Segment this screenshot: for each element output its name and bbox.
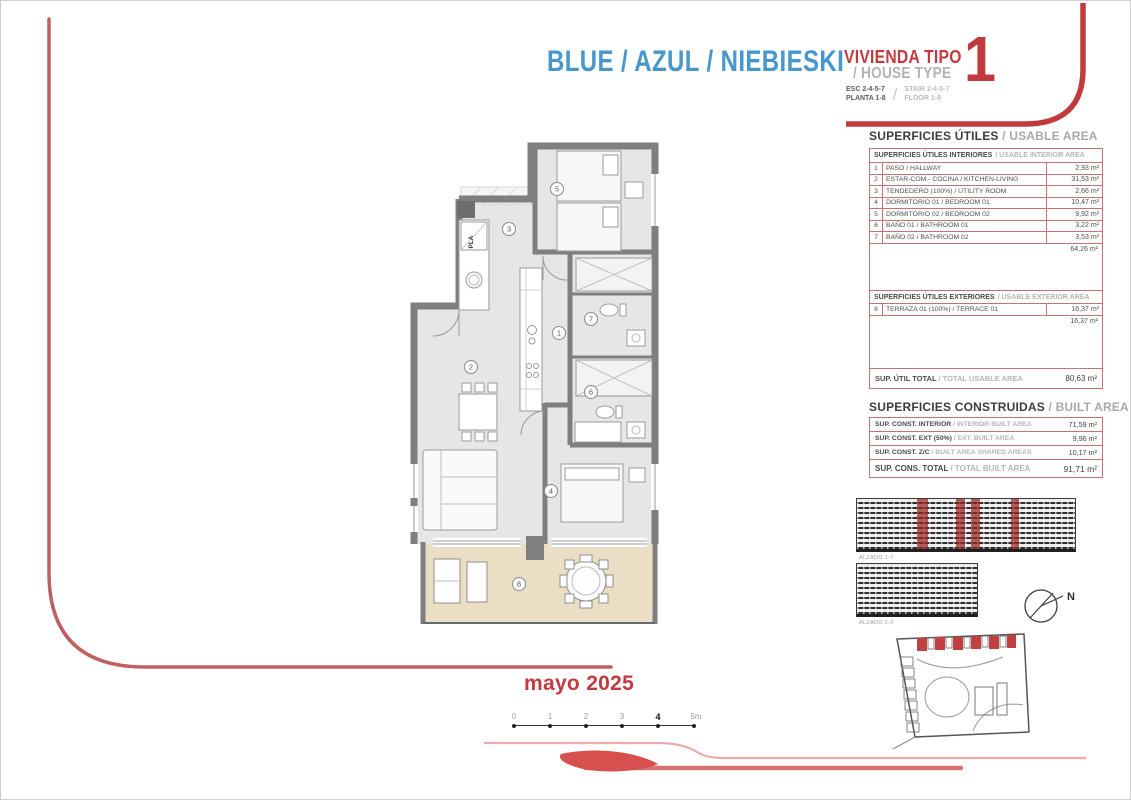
house-type-number: 1 <box>964 23 997 95</box>
building-elevation-2 <box>856 563 978 617</box>
elevation-2-label: ALZADO 2-2 <box>859 620 894 626</box>
built-total-row: SUP. CONS. TOTAL / TOTAL BUILT AREA 91,71 m² <box>869 459 1103 478</box>
usable-total-label-es: SUP. ÚTIL TOTAL <box>875 374 937 383</box>
north-arrow <box>1017 579 1085 629</box>
interior-header-es: SUPERFICIES ÚTILES INTERIORES <box>874 152 993 159</box>
divider-slash: / <box>892 85 898 104</box>
usable-area-title-es: SUPERFICIES ÚTILES <box>869 129 999 143</box>
interior-header <box>870 149 1102 163</box>
floor-plan <box>399 134 669 649</box>
table-row: SUP. CONST. EXT (50%) / EXT. BUILT AREA 9,96 m² <box>869 431 1103 446</box>
interior-subtotal: 64,26 m² <box>1070 246 1098 253</box>
scale-tick: 1 <box>547 712 553 721</box>
appliance-label: PLA <box>468 235 475 249</box>
built-area-title-es: SUPERFICIES CONSTRUIDAS <box>869 400 1045 414</box>
north-label: N <box>1067 591 1075 603</box>
svg-text:2: 2 <box>468 362 474 372</box>
floor-label: FLOOR 1-8 <box>904 94 941 102</box>
scale-tick: 3 <box>619 712 625 721</box>
usable-area-title-en: / USABLE AREA <box>1002 129 1098 143</box>
exterior-header-en: / USABLE EXTERIOR AREA <box>997 293 1090 301</box>
building-elevation-1 <box>856 498 1076 552</box>
scale-tick: 2 <box>583 712 589 721</box>
svg-text:5: 5 <box>554 184 560 194</box>
esc-planta <box>846 86 886 103</box>
scale-tick: 4 <box>655 712 661 722</box>
table-row: 3 TENDEDERO (100%) / UTILITY ROOM 2,66 m² <box>870 186 1102 198</box>
table-row: 8 TERRAZA 01 (100%) / TERRACE 01 16,37 m² <box>870 304 1102 316</box>
table-row: 4 DORMITORIO 01 / BEDROOM 01 10,47 m² <box>870 198 1102 210</box>
svg-text:6: 6 <box>588 387 594 397</box>
table-row: 7 BAÑO 02 / BATHROOM 02 3,53 m² <box>870 232 1102 244</box>
svg-text:4: 4 <box>548 486 554 496</box>
interior-header-en: / USABLE INTERIOR AREA <box>995 152 1085 159</box>
svg-text:1: 1 <box>556 328 562 338</box>
footer-swoosh <box>560 751 658 772</box>
room-circle <box>551 183 564 196</box>
site-plan <box>881 629 1041 757</box>
built-area-table <box>869 418 1103 478</box>
svg-text:7: 7 <box>588 314 594 324</box>
scale-bar <box>511 712 702 730</box>
usable-area-title <box>869 129 1098 143</box>
stair-floor-info <box>846 86 949 105</box>
terrace-pillar <box>526 536 544 560</box>
usable-total-label-en: / TOTAL USABLE AREA <box>938 374 1023 383</box>
table-row: 2 ESTAR-COM.- COCINA / KITCHEN-LIVING 31,53 m² <box>870 175 1102 187</box>
interior-rows <box>870 163 1102 244</box>
scale-tick: 5m <box>690 712 702 721</box>
built-area-title <box>869 400 1129 414</box>
built-area-title-en: / BUILT AREA <box>1048 400 1129 414</box>
room-circle <box>585 313 598 326</box>
room-circle <box>503 223 516 236</box>
table-row: 1 PASO / HALLWAY 2,93 m² <box>870 163 1102 175</box>
room-circle <box>553 327 566 340</box>
subtitle-es: VIVIENDA TIPO <box>844 47 962 67</box>
usable-total-value: 80,63 m² <box>1065 374 1097 383</box>
elevation-1-label: ALZADO 1-7 <box>859 555 894 561</box>
table-row: SUP. CONST. Z/C / BUILT AREA SHARED AREAS 10,17 m² <box>869 445 1103 460</box>
exterior-header-es: SUPERFICIES ÚTILES EXTERIORES <box>874 293 995 301</box>
table-row: 5 DORMITORIO 02 / BEDROOM 02 9,92 m² <box>870 209 1102 221</box>
subtitle-en: / HOUSE TYPE <box>853 65 952 82</box>
room-circle <box>545 485 558 498</box>
room-circle <box>513 578 526 591</box>
page-title: BLUE / AZUL / NIEBIESKI <box>547 45 845 78</box>
stair-label: STAIR 2-4-5-7 <box>904 86 950 93</box>
room-circle <box>585 386 598 399</box>
usable-total-row <box>870 368 1102 388</box>
scale-tick: 0 <box>511 712 517 721</box>
table-row: SUP. CONST. INTERIOR / INTERIOR BUILT AREA 71,59 m² <box>869 417 1103 432</box>
svg-text:3: 3 <box>506 224 512 234</box>
esc-label: ESC 2-4-5-7 <box>846 86 885 93</box>
usable-area-table <box>869 148 1103 389</box>
stair-floor <box>904 86 949 103</box>
exterior-rows <box>870 304 1102 316</box>
planta-label: PLANTA 1-8 <box>846 94 886 102</box>
table-row: 6 BAÑO 01 / BATHROOM 01 3,22 m² <box>870 221 1102 233</box>
room-circle <box>465 361 478 374</box>
exterior-subtotal: 16,37 m² <box>1070 318 1098 325</box>
date-label: mayo 2025 <box>524 672 635 695</box>
svg-text:8: 8 <box>516 579 522 589</box>
exterior-header <box>870 290 1102 304</box>
